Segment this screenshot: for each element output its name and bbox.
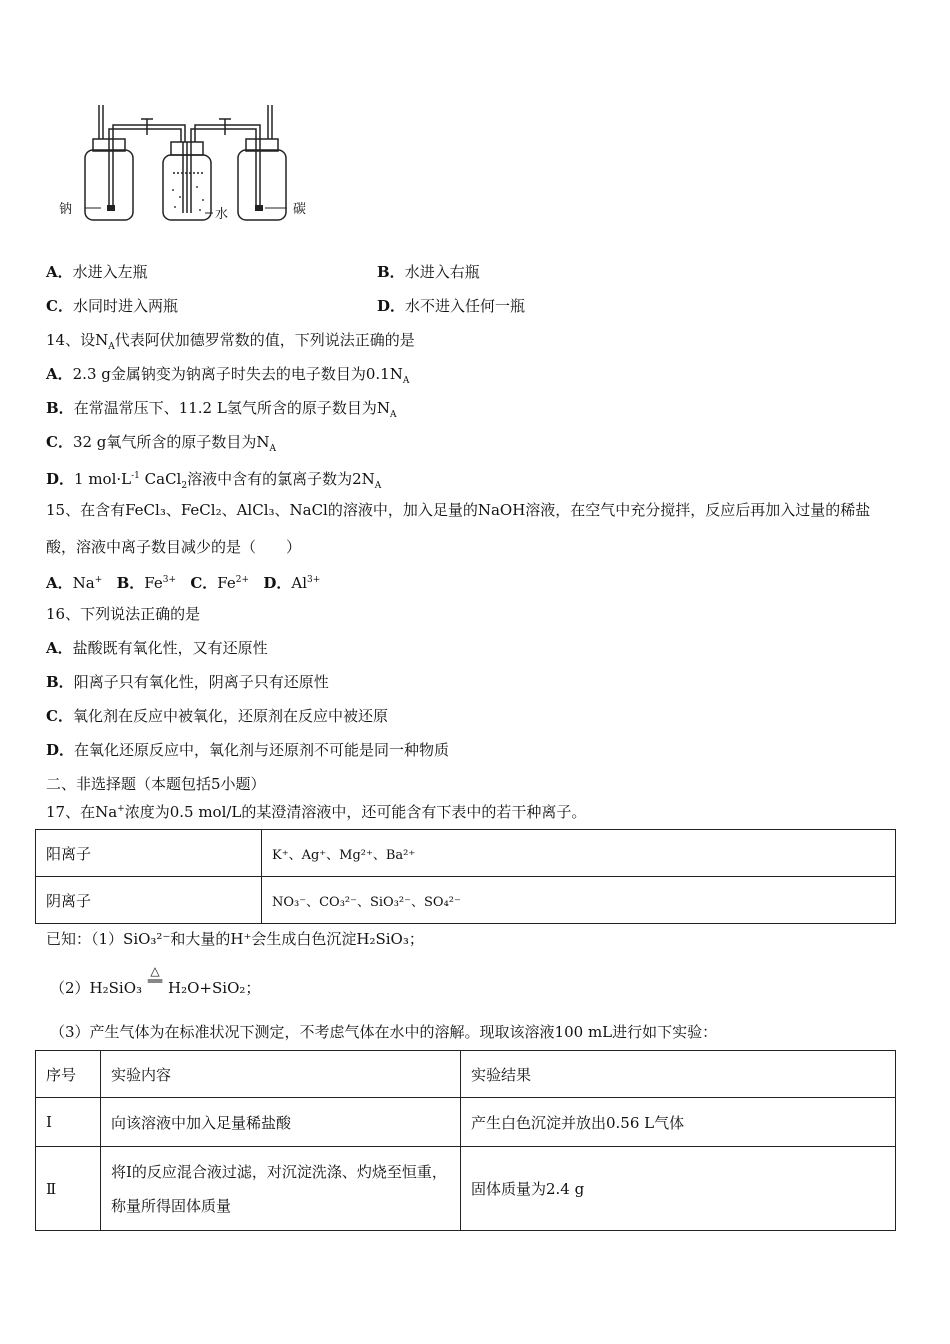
q14-option-d: D．1 $mol\cdot L^{-1}$ CaCl$_2$溶液中含有的氯离子数为$2N_A$: [46, 470, 382, 491]
q16-stem: 16、下列说法正确的是: [46, 605, 201, 623]
q17-known-2: （2）H₂SiO₃△ ══ H₂O+SiO₂；: [50, 964, 261, 997]
q17-stem: 17、在Na+浓度为0.5 mol/L的某澄清溶液中，还可能含有下表中的若干种离子。: [46, 803, 587, 821]
figure-label-sodium: 钠: [59, 202, 73, 217]
q13-option-d: D．水不进入任何一瓶: [377, 297, 526, 315]
q16-option-b: B．阳离子只有氧化性，阴离子只有还原性: [46, 673, 329, 691]
q13-option-c: C．水同时进入两瓶: [46, 297, 178, 315]
q16-option-d: D．在氧化还原反应中，氧化剂与还原剂不可能是同一种物质: [46, 741, 450, 759]
q14-option-b: B．在常温常压下、11.2 L氢气所含的原子数目为$N_A$: [46, 399, 397, 420]
header-no: 序号: [36, 1051, 101, 1098]
experiment-table: [35, 1050, 896, 1231]
row-content: 将Ⅰ的反应混合液过滤，对沉淀洗涤、灼烧至恒重，称量所得固体质量: [101, 1147, 461, 1231]
q17-known-1: 已知：（1）SiO₃²⁻和大量的H⁺会生成白色沉淀H₂SiO₃；: [46, 930, 424, 948]
header-content: 实验内容: [101, 1051, 461, 1098]
q14-option-a: A．2.3 g金属钠变为钠离子时失去的电子数目为$0.1N_A$: [46, 365, 410, 386]
q15-stem-line2: 酸，溶液中离子数目减少的是（ ）: [46, 538, 302, 556]
apparatus-figure: [55, 95, 325, 235]
ion-row-values: K⁺、Ag⁺、Mg²⁺、Ba²⁺: [262, 830, 896, 877]
q16-option-c: C．氧化剂在反应中被氧化，还原剂在反应中被还原: [46, 707, 388, 725]
row-no: Ⅱ: [36, 1147, 101, 1231]
ion-row-label: 阴离子: [36, 877, 262, 924]
q15-stem-line1: 15、在含有FeCl₃、FeCl₂、AlCl₃、NaCl的溶液中，加入足量的NaOH溶液，在空气中充分搅拌，反应后再加入过量的稀盐: [46, 501, 871, 519]
row-result: 产生白色沉淀并放出0.56 L气体: [461, 1098, 896, 1147]
heat-equilibrium-icon: △ ══: [147, 964, 163, 988]
figure-label-water: 水: [215, 207, 229, 222]
experiment-table-header: [36, 1051, 896, 1098]
header-result: 实验结果: [461, 1051, 896, 1098]
q15-options: A．Na+ B．$Fe^{3+}$ C．$Fe^{2+}$ D．$Al^{3+}$: [46, 574, 321, 592]
table-row: [36, 1098, 896, 1147]
ion-table-row: [36, 877, 896, 924]
q14-option-c: C．32 g氧气所含的原子数目为$N_A$: [46, 433, 277, 454]
q13-option-a: A．水进入左瓶: [46, 263, 148, 281]
table-row: [36, 1147, 896, 1231]
row-result: 固体质量为2.4 g: [461, 1147, 896, 1231]
row-no: Ⅰ: [36, 1098, 101, 1147]
ion-row-values: NO₃⁻、CO₃²⁻、SiO₃²⁻、SO₄²⁻: [262, 877, 896, 924]
ion-table: [35, 829, 896, 924]
ion-row-label: 阳离子: [36, 830, 262, 877]
q13-option-b: B．水进入右瓶: [377, 263, 480, 281]
q14-stem: 14、设$N_A$代表阿伏加德罗常数的值，下列说法正确的是: [46, 331, 415, 352]
section-heading: 二、非选择题（本题包括5小题）: [46, 775, 266, 793]
q16-option-a: A．盐酸既有氧化性，又有还原性: [46, 639, 268, 657]
q17-known-3: （3）产生气体为在标准状况下测定，不考虑气体在水中的溶解。现取该溶液100 mL进行如下实验：: [50, 1023, 718, 1041]
ion-table-row: [36, 830, 896, 877]
row-content: 向该溶液中加入足量稀盐酸: [101, 1098, 461, 1147]
figure-label-carbon: 碳: [293, 202, 307, 217]
